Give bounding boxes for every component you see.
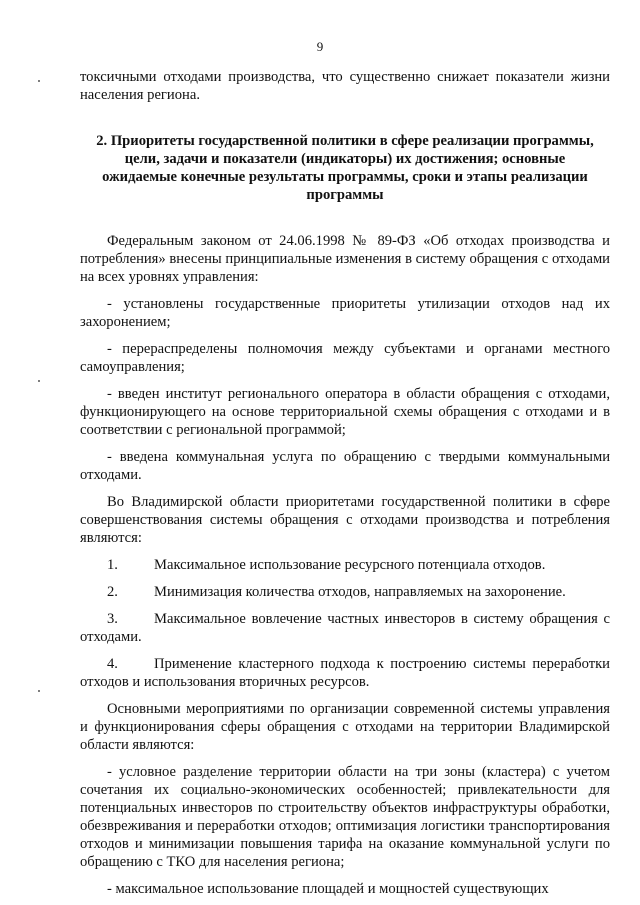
paragraph-priorities: Во Владимирской области приоритетами государственной политики в сфере совершенствования системы обращения с отходами производства и потребления являются: xyxy=(80,494,610,546)
numbered-item: 4. Применение кластерного подхода к построению системы переработки отходов и использования вторичных ресурсов. xyxy=(80,656,610,690)
bullet-item: - перераспределены полномочия между субъектами и органами местного самоуправления; xyxy=(80,341,610,375)
numbered-item: 3. Максимальное вовлечение частных инвесторов в систему обращения с отходами. xyxy=(80,611,610,645)
page-number: 9 xyxy=(316,39,324,54)
scan-speck xyxy=(38,80,40,82)
bullet-item: - установлены государственные приоритеты утилизации отходов над их захоронением; xyxy=(80,296,610,330)
bullet-item: - введена коммунальная услуга по обращению с твердыми коммунальными отходами. xyxy=(80,449,610,483)
bullet-item: - введен институт регионального оператора в области обращения с отходами, функционирующего на основе территориальной схемы обращения с отходами и в соответствии с региональной программой; xyxy=(80,386,610,438)
numbered-item: 2. Минимизация количества отходов, направляемых на захоронение. xyxy=(107,584,566,600)
bullet-item: - максимальное использование площадей и мощностей существующих xyxy=(107,881,549,897)
paragraph-measures: Основными мероприятиями по организации современной системы управления и функционирования сферы обращения с отходами на территории Владимирской области являются: xyxy=(80,701,610,753)
paragraph-federal-law: Федеральным законом от 24.06.1998 № 89-ФЗ «Об отходах производства и потребления» внесены принципиальные изменения в систему обращения с отходами на всех уровнях управления: xyxy=(80,233,610,285)
bullet-item: - условное разделение территории области на три зоны (кластера) с учетом сочетания их социально-экономических особенностей; привлекательности для потенциальных инвесторов по строительству объектов инфраструктуры обработки, обезвреживания и переработки отходов; оптимизация логистики транспортирования отходов и минимизации повышения тарифа на оказание коммунальной услуги по обращению с ТКО для населения региона; xyxy=(80,764,610,870)
document-body xyxy=(80,68,610,898)
numbered-item: 1. Максимальное использование ресурсного потенциала отходов. xyxy=(107,557,546,573)
scan-speck xyxy=(38,690,40,692)
section-heading: 2. Приоритеты государственной политики в сфере реализации программы, цели, задачи и показатели (индикаторы) их достижения; основные ожидаемые конечные результаты программы, сроки и этапы реализации программы xyxy=(96,133,594,203)
paragraph-continuation: токсичными отходами производства, что существенно снижает показатели жизни населения региона. xyxy=(80,69,610,103)
scan-speck xyxy=(38,380,40,382)
